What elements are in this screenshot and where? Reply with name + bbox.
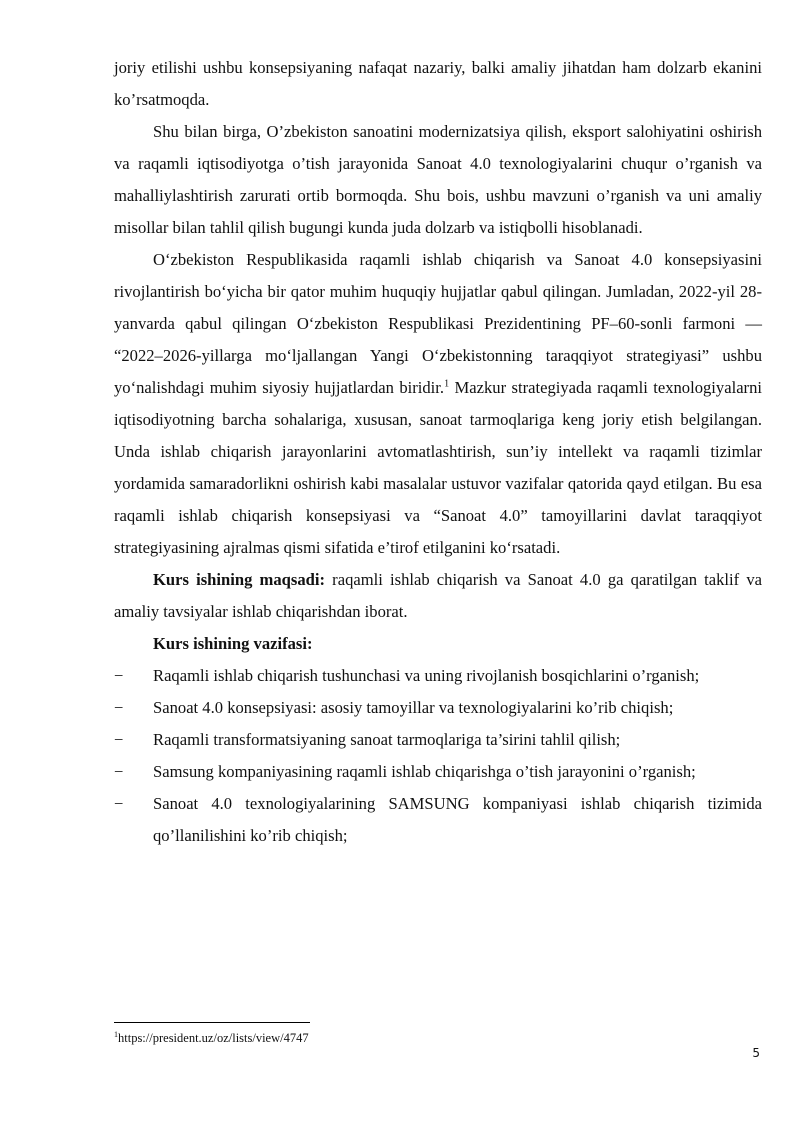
task-text: Raqamli transformatsiyaning sanoat tarmoqlariga ta’sirini tahlil qilish; — [153, 730, 621, 749]
task-text: Samsung kompaniyasining raqamli ishlab chiqarishga o’tish jarayonini o’rganish; — [153, 762, 696, 781]
list-item — [114, 756, 762, 788]
paragraph-legal-text-b: Mazkur strategiyada raqamli texnologiyalarni iqtisodiyotning barcha sohalariga, xususan, sanoat tarmoqlariga keng joriy etish belgilangan. Unda ishlab chiqarish jarayonlarini avtomatlashtirish, sun’iy intellekt va raqamli tizimlar yordamida samaradorlikni oshirish kabi masalalar ustuvor vazifalar qatorida qayd etilgan. Bu esa raqamli ishlab chiqarish konsepsiyasi va “Sanoat 4.0” tamoyillarini davlat taraqqiyot strategiyasining ajralmas qismi sifatida e’tirof etilganini ko‘rsatadi. — [114, 378, 762, 557]
task-text: Sanoat 4.0 konsepsiyasi: asosiy tamoyillar va texnologiyalarini ko’rib chiqish; — [153, 698, 674, 717]
footnote-reference[interactable]: 1 — [444, 378, 450, 390]
goal-label: Kurs ishining maqsadi: — [153, 570, 326, 589]
dash-bullet: − — [114, 730, 124, 749]
paragraph-modernization: Shu bilan birga, O’zbekiston sanoatini modernizatsiya qilish, eksport salohiyatini oshirish va raqamli iqtisodiyotga o’tish jarayonida Sanoat 4.0 texnologiyalarini chuqur o’rganish va mahalliylashtirish zarurati ortib bormoqda. Shu bois, ushbu mavzuni o’rganish va uni amaliy misollar bilan tahlil qilish bugungi kunda juda dolzarb va istiqbolli hisoblanadi. — [114, 122, 762, 237]
paragraph-continuation: joriy etilishi ushbu konsepsiyaning nafaqat nazariy, balki amaliy jihatdan ham dolzarb ekanini ko’rsatmoqda. — [114, 58, 762, 109]
list-item — [114, 724, 762, 756]
tasks-heading: Kurs ishining vazifasi: — [153, 634, 313, 653]
footnote-link[interactable]: https://president.uz/oz/lists/view/4747 — [118, 1031, 309, 1045]
dash-bullet: − — [114, 794, 124, 813]
footnote — [114, 1030, 309, 1046]
page-number: 5 — [752, 1046, 760, 1060]
tasks-list — [114, 660, 762, 852]
goal-text: raqamli ishlab chiqarish va Sanoat 4.0 ga qaratilgan taklif va amaliy tavsiyalar ishlab chiqarishdan iborat. — [114, 570, 762, 621]
paragraph-course-goal — [114, 564, 762, 628]
task-text: Sanoat 4.0 texnologiyalarining SAMSUNG kompaniyasi ishlab chiqarish tizimida qo’llanilishini ko’rib chiqish; — [153, 794, 762, 845]
dash-bullet: − — [114, 666, 124, 685]
footnote-separator — [114, 1022, 310, 1023]
paragraph-legal-text-a: O‘zbekiston Respublikasida raqamli ishlab chiqarish va Sanoat 4.0 konsepsiyasini rivojlantirish bo‘yicha bir qator muhim huquqiy hujjatlar qabul qilingan. Jumladan, 2022-yil 28-yanvarda qabul qilingan O‘zbekiston Respublikasi Prezidentining PF–60-sonli farmoni — “2022–2026-yillarga mo‘ljallangan Yangi O‘zbekistonning taraqqiyot strategiyasi” ushbu yo‘nalishdagi muhim siyosiy hujjatlardan biridir. — [114, 250, 762, 397]
dash-bullet: − — [114, 762, 124, 781]
list-item — [114, 660, 762, 692]
task-text: Raqamli ishlab chiqarish tushunchasi va uning rivojlanish bosqichlarini o’rganish; — [153, 666, 700, 685]
paragraph-legal-documents — [114, 244, 762, 564]
footnote-number: 1 — [114, 1029, 118, 1039]
list-item — [114, 692, 762, 724]
dash-bullet: − — [114, 698, 124, 717]
page-body — [114, 52, 762, 852]
list-item — [114, 788, 762, 852]
